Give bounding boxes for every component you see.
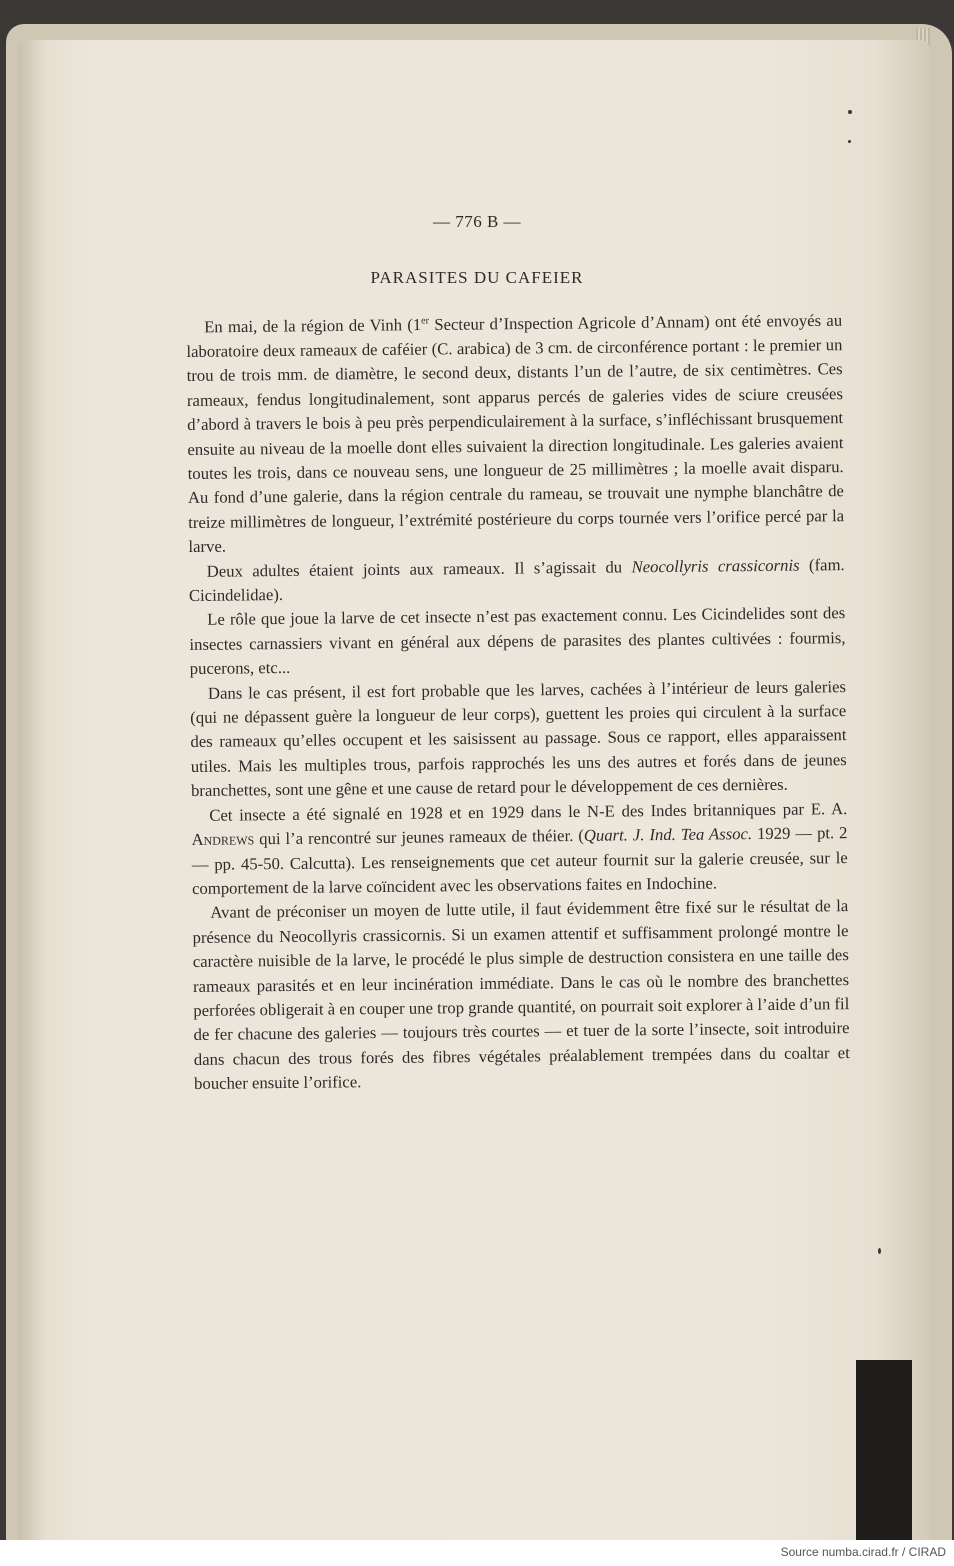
ink-speck <box>848 140 851 143</box>
p2-rest: (fam. Cicindelidae). <box>188 554 845 606</box>
p5-start: Cet insecte a été signalé en 1928 et en 1929 dans le N-E des Indes britanniques par E. A. <box>209 798 848 825</box>
p1-start: En mai, de la région de Vinh (1 <box>204 315 422 337</box>
article-title: PARASITES DU CAFEIER <box>370 268 584 287</box>
p5-rest: 1929 — pt. 2 — pp. 45-50. Calcutta). Les renseignements que cet auteur fournit sur la galerie creusée, sur le comportement de la larve coïncident avec les observations faites en Indochine. <box>191 823 848 898</box>
ink-speck <box>848 110 852 114</box>
page-header: — 776 B — <box>432 212 522 231</box>
p2-start: Deux adultes étaient joints aux rameaux. Il s’agissait du <box>206 556 632 581</box>
p1-rest: Secteur d’Inspection Agricole d’Annam) ont été envoyés au laboratoire deux rameaux de caféier (C. arabica) de 3 cm. de circonférence portant : le premier un trou de trois mm. de diamètre, le second deux, distants l’un de l’autre, de six centimètres. Ces rameaux, fendus longitudinalement, sont apparus percés de galeries vides de sciure creusées d’abord à travers le bois à peu près perpendiculairement à la surface, s’infléchissant brusquement ensuite au niveau de la moelle dont elles suivaient la direction longitudinale. Les galeries avaient toutes les trois, dans ce nouveau sens, une longueur de 25 millimètres ; la moelle avait disparu. Au fond d’une galerie, dans la région centrale du rameau, se trouvait une nymphe blanchâtre de treize millimètres de longueur, l’extrémité postérieure du corps tournée vers l’orifice percé par la larve. <box>186 310 845 557</box>
p2-species-name: Neocollyris crassicornis <box>631 555 800 576</box>
bookmark-ribbon <box>856 1360 912 1540</box>
p5-author-name: Andrews <box>191 829 255 850</box>
paragraph-1 <box>186 305 845 559</box>
paragraph-6: Avant de préconiser un moyen de lutte utile, il faut évidemment être fixé sur le résultat de la présence du Neocollyris crassicornis. Si un examen attentif et suffisamment prolongé montre le caractère nuisible de la larve, le procédé le plus simple de destruction consistera en une taille des rameaux parasités et en leur incinération immédiate. Dans le cas où le nombre des branchettes perforées obligerait à en couper une trop grande quantité, on pourrait soit explorer à l’aide d’un fil de fer chacune des galeries — toujours très courtes — et tuer de la sorte l’insecte, soit introduire dans chacun des trous forés des fibres végétales préalablement trempées dans du coaltar et boucher ensuite l’orifice. <box>192 896 850 1094</box>
p1-superscript: er <box>421 315 429 327</box>
paragraph-2 <box>189 553 845 609</box>
source-credit: Source numba.cirad.fr / CIRAD <box>780 1545 946 1559</box>
ink-speck <box>878 1248 881 1254</box>
p5-middle: qui l’a rencontré sur jeunes rameaux de théier. ( <box>254 825 584 849</box>
p5-journal: Quart. J. Ind. Tea Assoc. <box>583 824 753 845</box>
paragraph-4: Dans le cas présent, il est fort probable que les larves, cachées à l’intérieur de leurs galeries (qui ne dépassent guère la longueur de leur corps), guettent les proies qui circulent à la surface des rameaux qu’elles occupent et les saisissent au passage. Sous ce rapport, elles apparaissent utiles. Mais les multiples trous, parfois rapprochés les uns des autres et forés dans de jeunes branchettes, sont une gêne et une cause de retard pour le développement de ces dernières. <box>190 676 847 801</box>
paragraph-5 <box>191 797 848 901</box>
article-body <box>186 305 850 1096</box>
paragraph-3: Le rôle que joue la larve de cet insecte n’est pas exactement connu. Les Cicindelides sont des insectes carnassiers vivant en général aux dépens de parasites des plantes cultivées : fourmis, pucerons, etc... <box>189 603 846 679</box>
